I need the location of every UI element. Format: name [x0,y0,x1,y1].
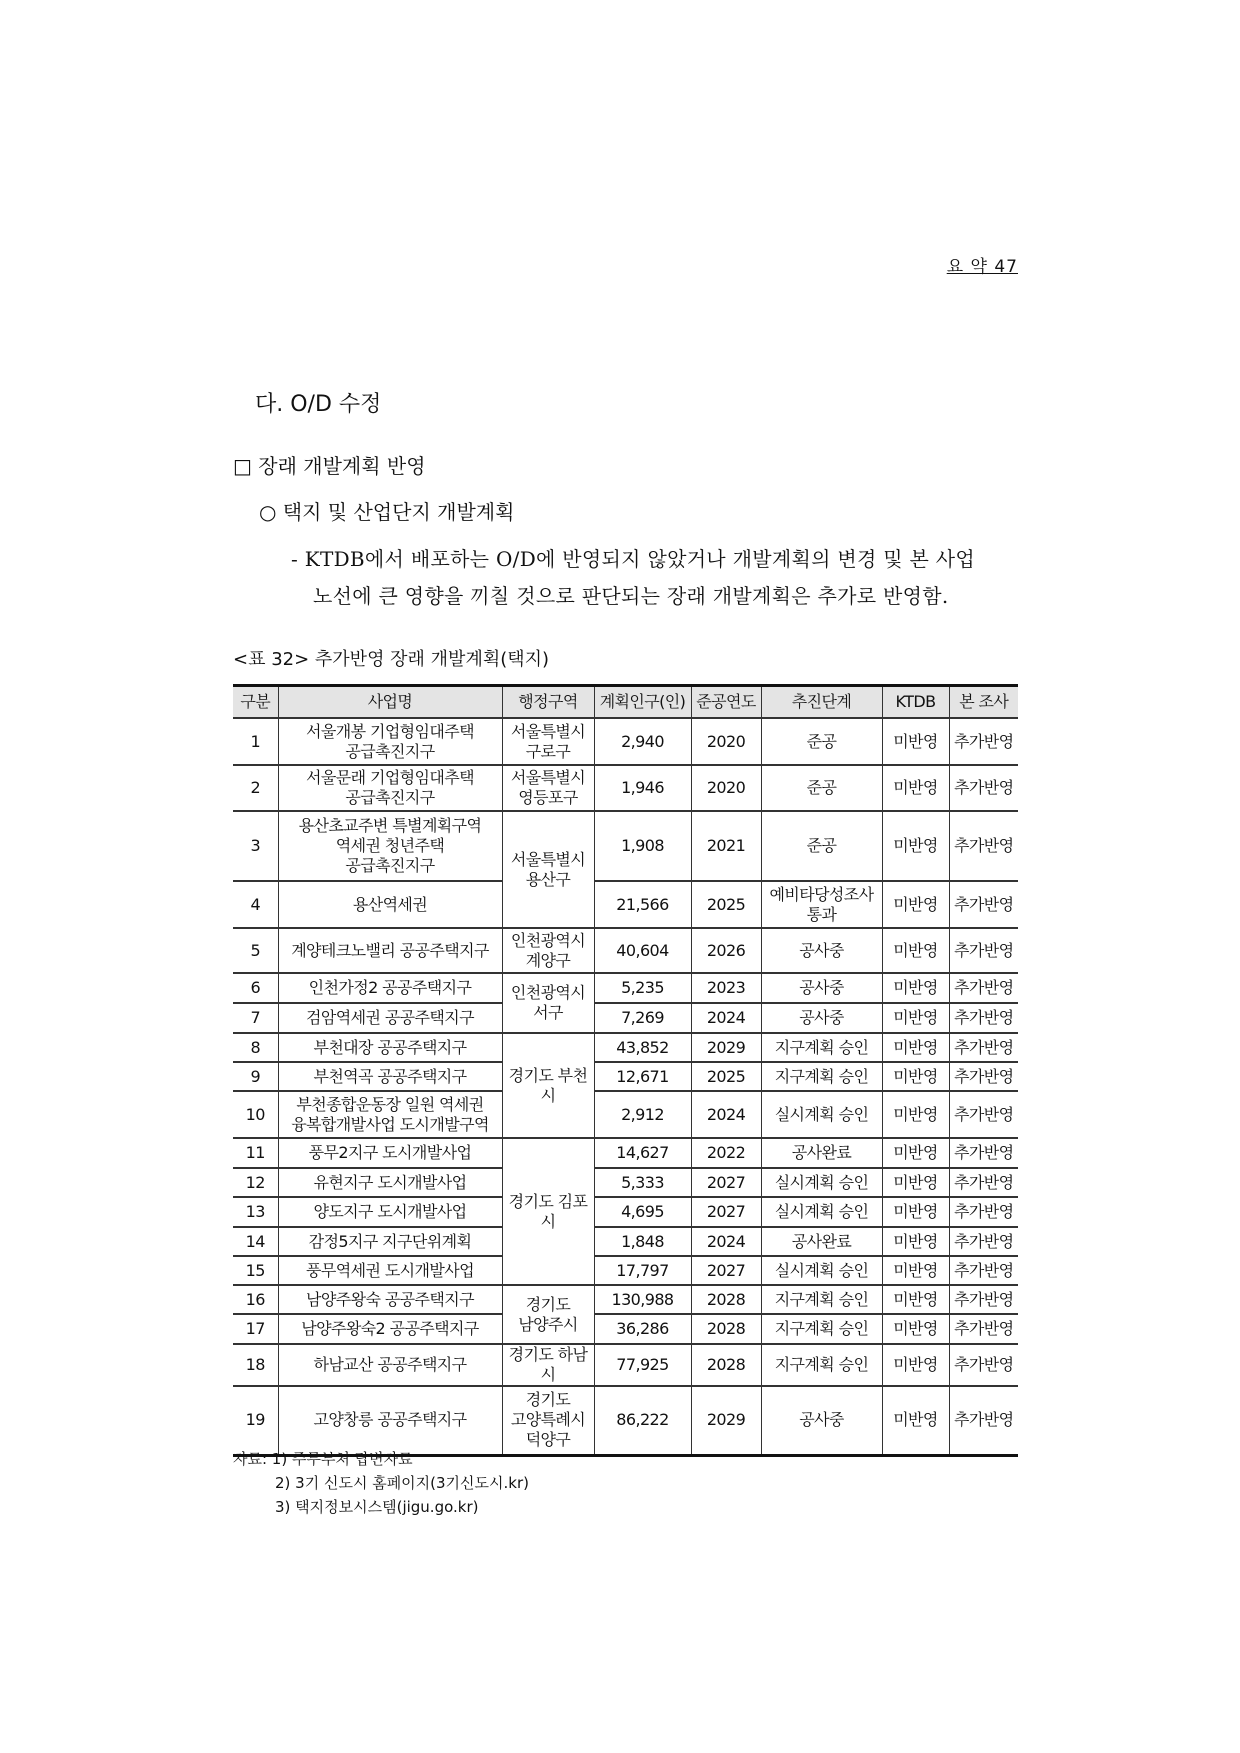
admin-region: 서울특별시 영등포구 [502,765,594,811]
completion-year: 2020 [691,718,761,765]
project-name: 인천가정2 공공주택지구 [278,973,502,1003]
project-name: 풍무2지구 도시개발사업 [278,1138,502,1168]
admin-region: 서울특별시 구로구 [502,718,594,765]
row-number: 17 [233,1314,278,1344]
completion-year: 2029 [691,1386,761,1455]
row-number: 2 [233,765,278,811]
planned-population: 1,946 [594,765,691,811]
project-name: 부천역곡 공공주택지구 [278,1062,502,1091]
completion-year: 2022 [691,1138,761,1168]
table-row [233,1256,1018,1285]
admin-region: 경기도 김포시 [502,1138,594,1285]
ktdb-status: 미반영 [882,1256,949,1285]
ktdb-status: 미반영 [882,1062,949,1091]
progress-stage: 지구계획 승인 [761,1344,882,1386]
row-number: 13 [233,1197,278,1227]
planned-population: 7,269 [594,1003,691,1033]
planned-population: 5,235 [594,973,691,1003]
progress-stage: 준공 [761,765,882,811]
row-number: 19 [233,1386,278,1455]
planned-population: 77,925 [594,1344,691,1386]
row-number: 12 [233,1168,278,1197]
table-row [233,928,1018,973]
table-row [233,718,1018,765]
completion-year: 2023 [691,973,761,1003]
ktdb-status: 미반영 [882,1344,949,1386]
survey-status: 추가반영 [949,718,1018,765]
survey-status: 추가반영 [949,811,1018,881]
completion-year: 2029 [691,1033,761,1062]
planned-population: 2,940 [594,718,691,765]
row-number: 9 [233,1062,278,1091]
row-number: 1 [233,718,278,765]
completion-year: 2027 [691,1256,761,1285]
planned-population: 1,908 [594,811,691,881]
progress-stage: 실시계획 승인 [761,1168,882,1197]
planned-population: 86,222 [594,1386,691,1455]
row-number: 15 [233,1256,278,1285]
project-name: 하남교산 공공주택지구 [278,1344,502,1386]
progress-stage: 공사완료 [761,1138,882,1168]
progress-stage: 준공 [761,811,882,881]
ktdb-status: 미반영 [882,1003,949,1033]
development-plan-table [233,684,1018,1457]
row-number: 14 [233,1227,278,1256]
completion-year: 2024 [691,1091,761,1138]
table-row [233,1138,1018,1168]
survey-status: 추가반영 [949,1314,1018,1344]
sub-bullet: ○ 택지 및 산업단지 개발계획 [259,500,515,524]
column-header: 계획인구(인) [594,686,691,719]
completion-year: 2027 [691,1168,761,1197]
table-row [233,1344,1018,1386]
source-note-2: 2) 3기 신도시 홈페이지(3기신도시.kr) [275,1474,529,1492]
progress-stage: 지구계획 승인 [761,1033,882,1062]
column-header: KTDB [882,686,949,719]
row-number: 7 [233,1003,278,1033]
survey-status: 추가반영 [949,928,1018,973]
ktdb-status: 미반영 [882,1285,949,1314]
completion-year: 2021 [691,811,761,881]
table-row [233,1091,1018,1138]
survey-status: 추가반영 [949,1386,1018,1455]
ktdb-status: 미반영 [882,1386,949,1455]
progress-stage: 공사중 [761,973,882,1003]
ktdb-status: 미반영 [882,1033,949,1062]
completion-year: 2025 [691,881,761,928]
column-header: 추진단계 [761,686,882,719]
ktdb-status: 미반영 [882,1314,949,1344]
survey-status: 추가반영 [949,1033,1018,1062]
project-name: 양도지구 도시개발사업 [278,1197,502,1227]
column-header: 행정구역 [502,686,594,719]
table-row [233,1168,1018,1197]
survey-status: 추가반영 [949,881,1018,928]
planned-population: 43,852 [594,1033,691,1062]
table-row [233,881,1018,928]
progress-stage: 지구계획 승인 [761,1314,882,1344]
paragraph-line-2: 노선에 큰 영향을 끼칠 것으로 판단되는 장래 개발계획은 추가로 반영함. [313,584,949,608]
column-header: 사업명 [278,686,502,719]
survey-status: 추가반영 [949,1168,1018,1197]
ktdb-status: 미반영 [882,1091,949,1138]
section-title: 다. O/D 수정 [255,392,382,417]
admin-region: 인천광역시 서구 [502,973,594,1033]
ktdb-status: 미반영 [882,928,949,973]
survey-status: 추가반영 [949,1285,1018,1314]
progress-stage: 공사중 [761,928,882,973]
project-name: 서울개봉 기업형임대주택 공급촉진지구 [278,718,502,765]
survey-status: 추가반영 [949,1344,1018,1386]
project-name: 감정5지구 지구단위계획 [278,1227,502,1256]
row-number: 8 [233,1033,278,1062]
admin-region: 서울특별시 용산구 [502,811,594,928]
survey-status: 추가반영 [949,1227,1018,1256]
table-row [233,1062,1018,1091]
survey-status: 추가반영 [949,1138,1018,1168]
progress-stage: 지구계획 승인 [761,1285,882,1314]
project-name: 풍무역세권 도시개발사업 [278,1256,502,1285]
table-row [233,1033,1018,1062]
ktdb-status: 미반영 [882,718,949,765]
completion-year: 2024 [691,1003,761,1033]
row-number: 16 [233,1285,278,1314]
progress-stage: 공사중 [761,1386,882,1455]
table-caption: <표 32> 추가반영 장래 개발계획(택지) [233,649,550,670]
completion-year: 2025 [691,1062,761,1091]
survey-status: 추가반영 [949,1003,1018,1033]
planned-population: 17,797 [594,1256,691,1285]
admin-region: 경기도 하남시 [502,1344,594,1386]
planned-population: 1,848 [594,1227,691,1256]
table-row [233,811,1018,881]
ktdb-status: 미반영 [882,881,949,928]
survey-status: 추가반영 [949,1091,1018,1138]
project-name: 부천종합운동장 일원 역세권 융복합개발사업 도시개발구역 [278,1091,502,1138]
ktdb-status: 미반영 [882,1168,949,1197]
row-number: 3 [233,811,278,881]
progress-stage: 준공 [761,718,882,765]
source-note-3: 3) 택지정보시스템(jigu.go.kr) [275,1498,479,1516]
completion-year: 2020 [691,765,761,811]
column-header: 준공연도 [691,686,761,719]
column-header: 구분 [233,686,278,719]
ktdb-status: 미반영 [882,1197,949,1227]
planned-population: 40,604 [594,928,691,973]
table-row [233,1227,1018,1256]
project-name: 고양창릉 공공주택지구 [278,1386,502,1455]
planned-population: 14,627 [594,1138,691,1168]
row-number: 11 [233,1138,278,1168]
ktdb-status: 미반영 [882,811,949,881]
bullet-heading: □ 장래 개발계획 반영 [233,454,426,478]
survey-status: 추가반영 [949,765,1018,811]
completion-year: 2028 [691,1344,761,1386]
planned-population: 2,912 [594,1091,691,1138]
project-name: 검암역세권 공공주택지구 [278,1003,502,1033]
progress-stage: 공사중 [761,1003,882,1033]
planned-population: 12,671 [594,1062,691,1091]
ktdb-status: 미반영 [882,973,949,1003]
project-name: 용산초교주변 특별계획구역 역세권 청년주택 공급촉진지구 [278,811,502,881]
table-row [233,1197,1018,1227]
row-number: 5 [233,928,278,973]
project-name: 용산역세권 [278,881,502,928]
row-number: 18 [233,1344,278,1386]
progress-stage: 지구계획 승인 [761,1062,882,1091]
admin-region: 경기도 부천시 [502,1033,594,1138]
progress-stage: 실시계획 승인 [761,1256,882,1285]
completion-year: 2027 [691,1197,761,1227]
progress-stage: 실시계획 승인 [761,1197,882,1227]
project-name: 남양주왕숙2 공공주택지구 [278,1314,502,1344]
paragraph-line-1: - KTDB에서 배포하는 O/D에 반영되지 않았거나 개발계획의 변경 및 본 사업 [291,547,976,571]
row-number: 10 [233,1091,278,1138]
project-name: 유현지구 도시개발사업 [278,1168,502,1197]
completion-year: 2028 [691,1314,761,1344]
project-name: 부천대장 공공주택지구 [278,1033,502,1062]
planned-population: 130,988 [594,1285,691,1314]
project-name: 남양주왕숙 공공주택지구 [278,1285,502,1314]
progress-stage: 예비타당성조사 통과 [761,881,882,928]
completion-year: 2028 [691,1285,761,1314]
table-row [233,1003,1018,1033]
survey-status: 추가반영 [949,1197,1018,1227]
table-row [233,1386,1018,1455]
progress-stage: 공사완료 [761,1227,882,1256]
running-header: 요 약 47 [946,257,1018,277]
ktdb-status: 미반영 [882,1227,949,1256]
table-row [233,973,1018,1003]
admin-region: 경기도 고양특례시 덕양구 [502,1386,594,1455]
table-row [233,1314,1018,1344]
admin-region: 경기도 남양주시 [502,1285,594,1344]
project-name: 계양테크노밸리 공공주택지구 [278,928,502,973]
completion-year: 2026 [691,928,761,973]
progress-stage: 실시계획 승인 [761,1091,882,1138]
column-header: 본 조사 [949,686,1018,719]
planned-population: 4,695 [594,1197,691,1227]
ktdb-status: 미반영 [882,765,949,811]
table-header-row [233,686,1018,719]
ktdb-status: 미반영 [882,1138,949,1168]
table-row [233,1285,1018,1314]
project-name: 서울문래 기업형임대추택 공급촉진지구 [278,765,502,811]
completion-year: 2024 [691,1227,761,1256]
planned-population: 36,286 [594,1314,691,1344]
planned-population: 5,333 [594,1168,691,1197]
survey-status: 추가반영 [949,973,1018,1003]
admin-region: 인천광역시 계양구 [502,928,594,973]
planned-population: 21,566 [594,881,691,928]
survey-status: 추가반영 [949,1256,1018,1285]
row-number: 4 [233,881,278,928]
survey-status: 추가반영 [949,1062,1018,1091]
source-note-1: 자료: 1) 주무부처 답변자료 [233,1450,413,1468]
table-row [233,765,1018,811]
row-number: 6 [233,973,278,1003]
